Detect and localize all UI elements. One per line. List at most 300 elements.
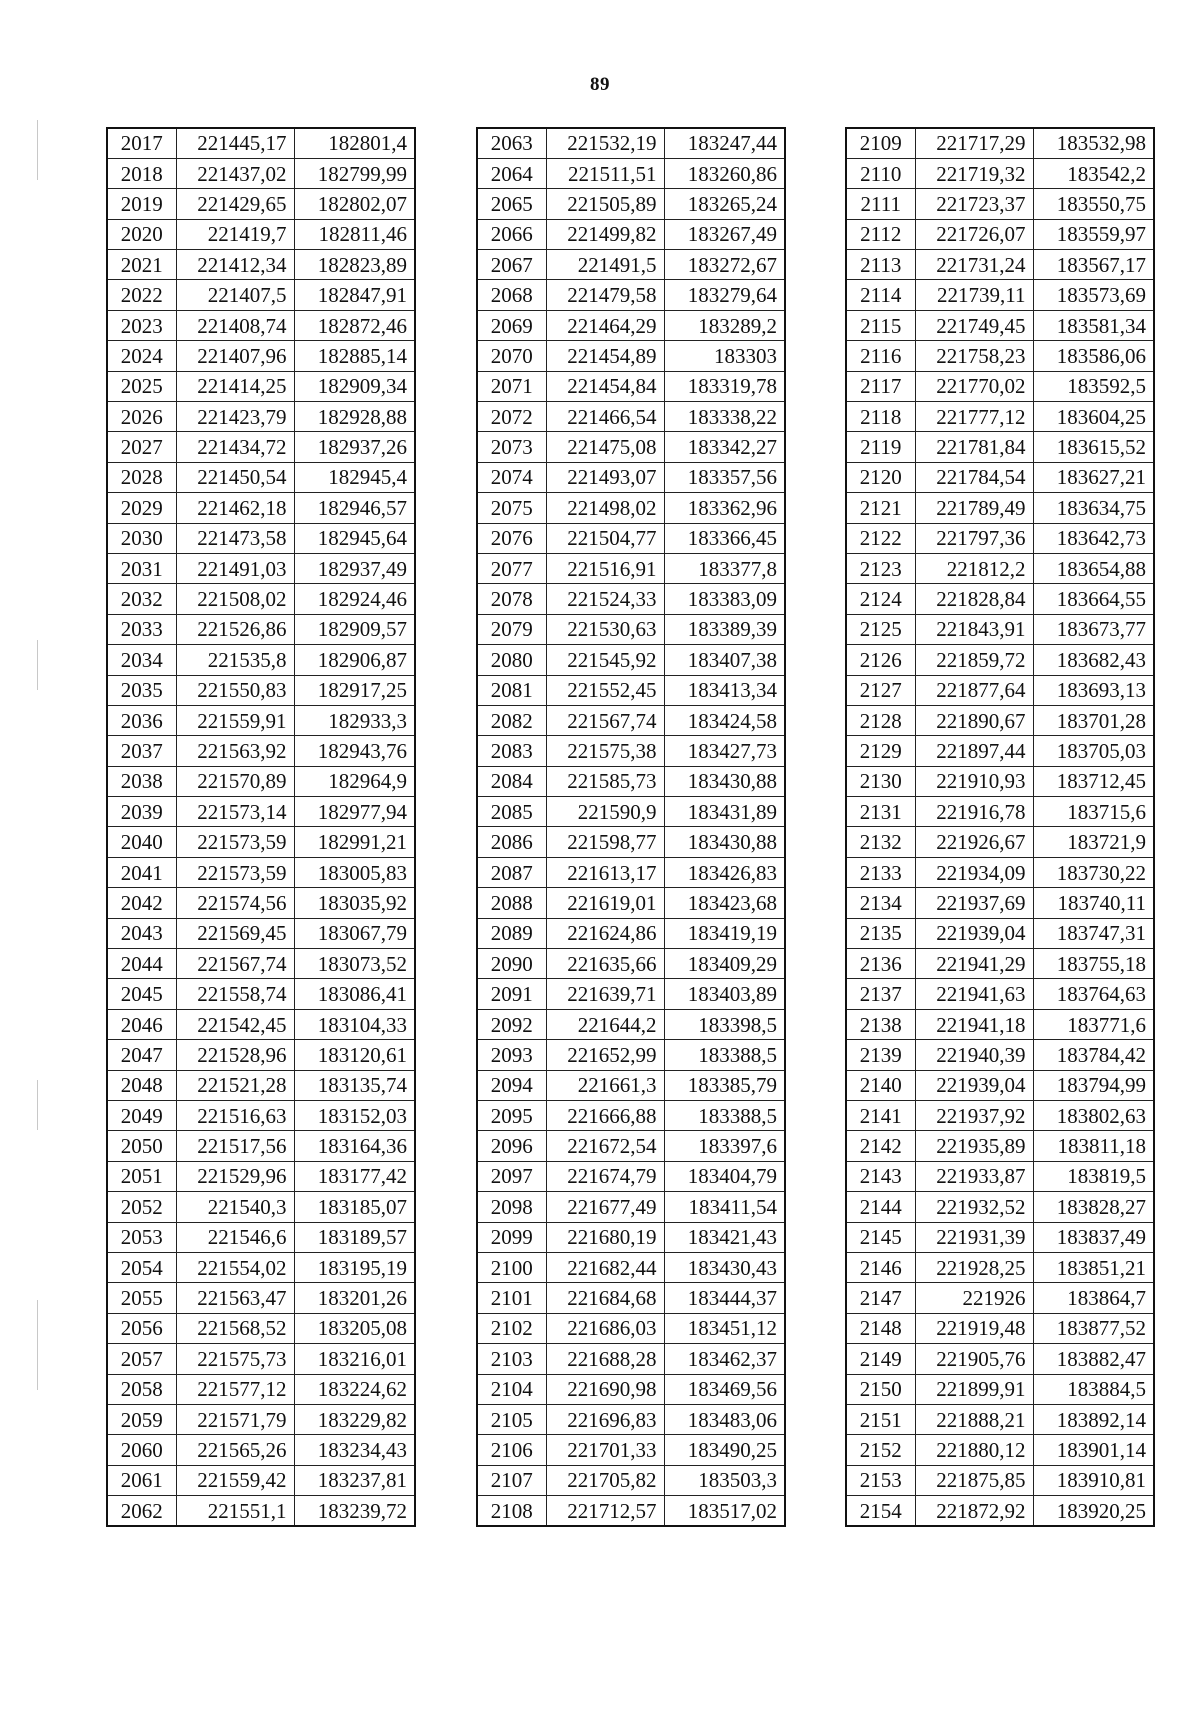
- x-coordinate-cell: 221749,45: [915, 310, 1033, 340]
- y-coordinate-cell: 183634,75: [1033, 493, 1154, 523]
- table-row: [477, 1040, 785, 1070]
- point-number-cell: 2075: [477, 493, 546, 523]
- point-number-cell: 2109: [846, 128, 915, 158]
- point-number-cell: 2067: [477, 250, 546, 280]
- x-coordinate-cell: 221940,39: [915, 1040, 1033, 1070]
- y-coordinate-cell: 183427,73: [664, 736, 785, 766]
- x-coordinate-cell: 221575,38: [546, 736, 664, 766]
- y-coordinate-cell: 183712,45: [1033, 766, 1154, 796]
- table-row: [477, 462, 785, 492]
- table-row: [107, 553, 415, 583]
- y-coordinate-cell: 183784,42: [1033, 1040, 1154, 1070]
- x-coordinate-cell: 221570,89: [176, 766, 294, 796]
- x-coordinate-cell: 221910,93: [915, 766, 1033, 796]
- table-row: [107, 1465, 415, 1495]
- point-number-cell: 2076: [477, 523, 546, 553]
- point-number-cell: 2025: [107, 371, 176, 401]
- x-coordinate-cell: 221521,28: [176, 1070, 294, 1100]
- y-coordinate-cell: 183239,72: [294, 1496, 415, 1526]
- point-number-cell: 2126: [846, 645, 915, 675]
- table-row: [846, 1070, 1154, 1100]
- x-coordinate-cell: 221532,19: [546, 128, 664, 158]
- y-coordinate-cell: 182909,57: [294, 614, 415, 644]
- x-coordinate-cell: 221719,32: [915, 158, 1033, 188]
- x-coordinate-cell: 221419,7: [176, 219, 294, 249]
- x-coordinate-cell: 221529,96: [176, 1161, 294, 1191]
- table-row: [846, 1374, 1154, 1404]
- x-coordinate-cell: 221777,12: [915, 402, 1033, 432]
- point-number-cell: 2091: [477, 979, 546, 1009]
- point-number-cell: 2070: [477, 341, 546, 371]
- y-coordinate-cell: 183120,61: [294, 1040, 415, 1070]
- y-coordinate-cell: 183615,52: [1033, 432, 1154, 462]
- point-number-cell: 2094: [477, 1070, 546, 1100]
- table-row: [846, 219, 1154, 249]
- table-row: [477, 827, 785, 857]
- x-coordinate-cell: 221690,98: [546, 1374, 664, 1404]
- table-row: [477, 1283, 785, 1313]
- y-coordinate-cell: 183828,27: [1033, 1192, 1154, 1222]
- x-coordinate-cell: 221939,04: [915, 1070, 1033, 1100]
- table-row: [107, 645, 415, 675]
- x-coordinate-cell: 221569,45: [176, 918, 294, 948]
- table-row: [846, 949, 1154, 979]
- x-coordinate-cell: 221577,12: [176, 1374, 294, 1404]
- table-row: [107, 310, 415, 340]
- point-number-cell: 2123: [846, 553, 915, 583]
- x-coordinate-cell: 221429,65: [176, 189, 294, 219]
- table-row: [477, 979, 785, 1009]
- point-number-cell: 2026: [107, 402, 176, 432]
- point-number-cell: 2049: [107, 1101, 176, 1131]
- table-row: [107, 1192, 415, 1222]
- x-coordinate-cell: 221526,86: [176, 614, 294, 644]
- table-row: [477, 1435, 785, 1465]
- y-coordinate-cell: 183721,9: [1033, 827, 1154, 857]
- x-coordinate-cell: 221475,08: [546, 432, 664, 462]
- y-coordinate-cell: 183362,96: [664, 493, 785, 523]
- x-coordinate-cell: 221434,72: [176, 432, 294, 462]
- table-row: [846, 1192, 1154, 1222]
- y-coordinate-cell: 183701,28: [1033, 705, 1154, 735]
- point-number-cell: 2081: [477, 675, 546, 705]
- table-row: [477, 949, 785, 979]
- point-number-cell: 2111: [846, 189, 915, 219]
- x-coordinate-cell: 221877,64: [915, 675, 1033, 705]
- y-coordinate-cell: 183419,19: [664, 918, 785, 948]
- point-number-cell: 2115: [846, 310, 915, 340]
- coordinate-table-2: [476, 127, 786, 1527]
- table-row: [107, 1009, 415, 1039]
- table-row: [477, 553, 785, 583]
- point-number-cell: 2095: [477, 1101, 546, 1131]
- point-number-cell: 2065: [477, 189, 546, 219]
- point-number-cell: 2129: [846, 736, 915, 766]
- table-row: [477, 1009, 785, 1039]
- table-row: [846, 888, 1154, 918]
- y-coordinate-cell: 183755,18: [1033, 949, 1154, 979]
- x-coordinate-cell: 221770,02: [915, 371, 1033, 401]
- point-number-cell: 2062: [107, 1496, 176, 1526]
- table-row: [846, 1465, 1154, 1495]
- x-coordinate-cell: 221939,04: [915, 918, 1033, 948]
- table-row: [477, 432, 785, 462]
- y-coordinate-cell: 183673,77: [1033, 614, 1154, 644]
- y-coordinate-cell: 183409,29: [664, 949, 785, 979]
- x-coordinate-cell: 221941,29: [915, 949, 1033, 979]
- x-coordinate-cell: 221680,19: [546, 1222, 664, 1252]
- y-coordinate-cell: 183811,18: [1033, 1131, 1154, 1161]
- table-row: [846, 1222, 1154, 1252]
- table-row: [846, 1283, 1154, 1313]
- point-number-cell: 2089: [477, 918, 546, 948]
- x-coordinate-cell: 221573,59: [176, 857, 294, 887]
- point-number-cell: 2118: [846, 402, 915, 432]
- x-coordinate-cell: 221739,11: [915, 280, 1033, 310]
- y-coordinate-cell: 183469,56: [664, 1374, 785, 1404]
- table-row: [846, 1101, 1154, 1131]
- x-coordinate-cell: 221542,45: [176, 1009, 294, 1039]
- point-number-cell: 2136: [846, 949, 915, 979]
- point-number-cell: 2027: [107, 432, 176, 462]
- x-coordinate-cell: 221511,51: [546, 158, 664, 188]
- point-number-cell: 2024: [107, 341, 176, 371]
- table-row: [107, 705, 415, 735]
- x-coordinate-cell: 221408,74: [176, 310, 294, 340]
- table-row: [846, 645, 1154, 675]
- table-row: [477, 189, 785, 219]
- x-coordinate-cell: 221624,86: [546, 918, 664, 948]
- table-row: [846, 1404, 1154, 1434]
- x-coordinate-cell: 221828,84: [915, 584, 1033, 614]
- y-coordinate-cell: 183483,06: [664, 1404, 785, 1434]
- y-coordinate-cell: 183404,79: [664, 1161, 785, 1191]
- y-coordinate-cell: 183388,5: [664, 1101, 785, 1131]
- table-row: [477, 128, 785, 158]
- table-row: [477, 918, 785, 948]
- point-number-cell: 2059: [107, 1404, 176, 1434]
- table-row: [107, 1313, 415, 1343]
- point-number-cell: 2035: [107, 675, 176, 705]
- y-coordinate-cell: 183265,24: [664, 189, 785, 219]
- point-number-cell: 2079: [477, 614, 546, 644]
- x-coordinate-cell: 221916,78: [915, 797, 1033, 827]
- y-coordinate-cell: 182811,46: [294, 219, 415, 249]
- table-row: [107, 402, 415, 432]
- table-row: [846, 310, 1154, 340]
- point-number-cell: 2086: [477, 827, 546, 857]
- x-coordinate-cell: 221423,79: [176, 402, 294, 432]
- x-coordinate-cell: 221524,33: [546, 584, 664, 614]
- table-row: [107, 371, 415, 401]
- x-coordinate-cell: 221565,26: [176, 1435, 294, 1465]
- table-row: [846, 128, 1154, 158]
- x-coordinate-cell: 221666,88: [546, 1101, 664, 1131]
- y-coordinate-cell: 183411,54: [664, 1192, 785, 1222]
- x-coordinate-cell: 221575,73: [176, 1344, 294, 1374]
- table-row: [107, 158, 415, 188]
- table-row: [477, 1344, 785, 1374]
- table-row: [846, 705, 1154, 735]
- x-coordinate-cell: 221598,77: [546, 827, 664, 857]
- point-number-cell: 2090: [477, 949, 546, 979]
- y-coordinate-cell: 183319,78: [664, 371, 785, 401]
- x-coordinate-cell: 221546,6: [176, 1222, 294, 1252]
- point-number-cell: 2037: [107, 736, 176, 766]
- point-number-cell: 2128: [846, 705, 915, 735]
- point-number-cell: 2045: [107, 979, 176, 1009]
- table-row: [477, 675, 785, 705]
- y-coordinate-cell: 182847,91: [294, 280, 415, 310]
- scan-edge-mark: [37, 1080, 38, 1130]
- point-number-cell: 2056: [107, 1313, 176, 1343]
- point-number-cell: 2092: [477, 1009, 546, 1039]
- table-row: [107, 1344, 415, 1374]
- table-row: [846, 1009, 1154, 1039]
- y-coordinate-cell: 182909,34: [294, 371, 415, 401]
- y-coordinate-cell: 183421,43: [664, 1222, 785, 1252]
- point-number-cell: 2132: [846, 827, 915, 857]
- table-row: [846, 736, 1154, 766]
- point-number-cell: 2041: [107, 857, 176, 887]
- x-coordinate-cell: 221781,84: [915, 432, 1033, 462]
- x-coordinate-cell: 221784,54: [915, 462, 1033, 492]
- point-number-cell: 2121: [846, 493, 915, 523]
- table-row: [846, 1252, 1154, 1282]
- point-number-cell: 2082: [477, 705, 546, 735]
- x-coordinate-cell: 221550,83: [176, 675, 294, 705]
- y-coordinate-cell: 183260,86: [664, 158, 785, 188]
- y-coordinate-cell: 183224,62: [294, 1374, 415, 1404]
- y-coordinate-cell: 183086,41: [294, 979, 415, 1009]
- x-coordinate-cell: 221931,39: [915, 1222, 1033, 1252]
- point-number-cell: 2093: [477, 1040, 546, 1070]
- y-coordinate-cell: 183135,74: [294, 1070, 415, 1100]
- x-coordinate-cell: 221696,83: [546, 1404, 664, 1434]
- point-number-cell: 2140: [846, 1070, 915, 1100]
- y-coordinate-cell: 183005,83: [294, 857, 415, 887]
- point-number-cell: 2114: [846, 280, 915, 310]
- x-coordinate-cell: 221701,33: [546, 1435, 664, 1465]
- y-coordinate-cell: 182872,46: [294, 310, 415, 340]
- y-coordinate-cell: 182946,57: [294, 493, 415, 523]
- y-coordinate-cell: 183430,88: [664, 827, 785, 857]
- x-coordinate-cell: 221872,92: [915, 1496, 1033, 1526]
- y-coordinate-cell: 183764,63: [1033, 979, 1154, 1009]
- x-coordinate-cell: 221843,91: [915, 614, 1033, 644]
- x-coordinate-cell: 221571,79: [176, 1404, 294, 1434]
- point-number-cell: 2103: [477, 1344, 546, 1374]
- table-row: [846, 432, 1154, 462]
- y-coordinate-cell: 183035,92: [294, 888, 415, 918]
- x-coordinate-cell: 221473,58: [176, 523, 294, 553]
- point-number-cell: 2078: [477, 584, 546, 614]
- point-number-cell: 2039: [107, 797, 176, 827]
- x-coordinate-cell: 221613,17: [546, 857, 664, 887]
- y-coordinate-cell: 182802,07: [294, 189, 415, 219]
- point-number-cell: 2084: [477, 766, 546, 796]
- table-row: [477, 584, 785, 614]
- x-coordinate-cell: 221499,82: [546, 219, 664, 249]
- table-row: [477, 888, 785, 918]
- point-number-cell: 2054: [107, 1252, 176, 1282]
- point-number-cell: 2112: [846, 219, 915, 249]
- table-row: [107, 1496, 415, 1526]
- table-row: [846, 493, 1154, 523]
- point-number-cell: 2106: [477, 1435, 546, 1465]
- point-number-cell: 2073: [477, 432, 546, 462]
- y-coordinate-cell: 183073,52: [294, 949, 415, 979]
- y-coordinate-cell: 183451,12: [664, 1313, 785, 1343]
- table-row: [107, 1374, 415, 1404]
- y-coordinate-cell: 183303: [664, 341, 785, 371]
- x-coordinate-cell: 221508,02: [176, 584, 294, 614]
- x-coordinate-cell: 221516,91: [546, 553, 664, 583]
- x-coordinate-cell: 221505,89: [546, 189, 664, 219]
- table-row: [107, 1222, 415, 1252]
- x-coordinate-cell: 221937,92: [915, 1101, 1033, 1131]
- table-row: [107, 523, 415, 553]
- x-coordinate-cell: 221558,74: [176, 979, 294, 1009]
- point-number-cell: 2142: [846, 1131, 915, 1161]
- table-row: [846, 1131, 1154, 1161]
- point-number-cell: 2020: [107, 219, 176, 249]
- point-number-cell: 2087: [477, 857, 546, 887]
- x-coordinate-cell: 221635,66: [546, 949, 664, 979]
- y-coordinate-cell: 183490,25: [664, 1435, 785, 1465]
- table-row: [846, 280, 1154, 310]
- x-coordinate-cell: 221880,12: [915, 1435, 1033, 1465]
- point-number-cell: 2141: [846, 1101, 915, 1131]
- y-coordinate-cell: 183104,33: [294, 1009, 415, 1039]
- point-number-cell: 2060: [107, 1435, 176, 1465]
- y-coordinate-cell: 183407,38: [664, 645, 785, 675]
- table-row: [107, 1101, 415, 1131]
- y-coordinate-cell: 183413,34: [664, 675, 785, 705]
- x-coordinate-cell: 221568,52: [176, 1313, 294, 1343]
- y-coordinate-cell: 183342,27: [664, 432, 785, 462]
- y-coordinate-cell: 183892,14: [1033, 1404, 1154, 1434]
- x-coordinate-cell: 221928,25: [915, 1252, 1033, 1282]
- point-number-cell: 2139: [846, 1040, 915, 1070]
- table-row: [477, 1222, 785, 1252]
- y-coordinate-cell: 183627,21: [1033, 462, 1154, 492]
- x-coordinate-cell: 221684,68: [546, 1283, 664, 1313]
- y-coordinate-cell: 183423,68: [664, 888, 785, 918]
- point-number-cell: 2033: [107, 614, 176, 644]
- table-row: [477, 250, 785, 280]
- table-row: [846, 402, 1154, 432]
- point-number-cell: 2100: [477, 1252, 546, 1282]
- point-number-cell: 2096: [477, 1131, 546, 1161]
- point-number-cell: 2134: [846, 888, 915, 918]
- y-coordinate-cell: 183715,6: [1033, 797, 1154, 827]
- table-row: [477, 614, 785, 644]
- x-coordinate-cell: 221567,74: [546, 705, 664, 735]
- x-coordinate-cell: 221677,49: [546, 1192, 664, 1222]
- table-row: [107, 341, 415, 371]
- point-number-cell: 2050: [107, 1131, 176, 1161]
- table-row: [477, 158, 785, 188]
- y-coordinate-cell: 183195,19: [294, 1252, 415, 1282]
- y-coordinate-cell: 183216,01: [294, 1344, 415, 1374]
- y-coordinate-cell: 182917,25: [294, 675, 415, 705]
- x-coordinate-cell: 221905,76: [915, 1344, 1033, 1374]
- table-row: [107, 979, 415, 1009]
- y-coordinate-cell: 183067,79: [294, 918, 415, 948]
- point-number-cell: 2077: [477, 553, 546, 583]
- y-coordinate-cell: 182823,89: [294, 250, 415, 280]
- table-row: [477, 797, 785, 827]
- y-coordinate-cell: 183550,75: [1033, 189, 1154, 219]
- x-coordinate-cell: 221573,59: [176, 827, 294, 857]
- table-row: [846, 1313, 1154, 1343]
- point-number-cell: 2130: [846, 766, 915, 796]
- point-number-cell: 2102: [477, 1313, 546, 1343]
- x-coordinate-cell: 221545,92: [546, 645, 664, 675]
- table-row: [107, 1404, 415, 1434]
- x-coordinate-cell: 221661,3: [546, 1070, 664, 1100]
- x-coordinate-cell: 221888,21: [915, 1404, 1033, 1434]
- y-coordinate-cell: 183532,98: [1033, 128, 1154, 158]
- y-coordinate-cell: 183185,07: [294, 1192, 415, 1222]
- x-coordinate-cell: 221941,18: [915, 1009, 1033, 1039]
- x-coordinate-cell: 221797,36: [915, 523, 1033, 553]
- point-number-cell: 2040: [107, 827, 176, 857]
- point-number-cell: 2022: [107, 280, 176, 310]
- y-coordinate-cell: 183247,44: [664, 128, 785, 158]
- x-coordinate-cell: 221652,99: [546, 1040, 664, 1070]
- y-coordinate-cell: 183730,22: [1033, 857, 1154, 887]
- y-coordinate-cell: 183389,39: [664, 614, 785, 644]
- table-row: [846, 1040, 1154, 1070]
- x-coordinate-cell: 221498,02: [546, 493, 664, 523]
- table-row: [107, 1283, 415, 1313]
- table-row: [477, 1070, 785, 1100]
- table-row: [107, 462, 415, 492]
- x-coordinate-cell: 221517,56: [176, 1131, 294, 1161]
- x-coordinate-cell: 221412,34: [176, 250, 294, 280]
- table-row: [107, 736, 415, 766]
- point-number-cell: 2150: [846, 1374, 915, 1404]
- x-coordinate-cell: 221504,77: [546, 523, 664, 553]
- point-number-cell: 2148: [846, 1313, 915, 1343]
- scan-edge-mark: [37, 120, 38, 180]
- x-coordinate-cell: 221479,58: [546, 280, 664, 310]
- y-coordinate-cell: 183338,22: [664, 402, 785, 432]
- table-row: [477, 341, 785, 371]
- point-number-cell: 2144: [846, 1192, 915, 1222]
- y-coordinate-cell: 183794,99: [1033, 1070, 1154, 1100]
- y-coordinate-cell: 183693,13: [1033, 675, 1154, 705]
- x-coordinate-cell: 221551,1: [176, 1496, 294, 1526]
- x-coordinate-cell: 221491,5: [546, 250, 664, 280]
- point-number-cell: 2097: [477, 1161, 546, 1191]
- point-number-cell: 2131: [846, 797, 915, 827]
- x-coordinate-cell: 221890,67: [915, 705, 1033, 735]
- y-coordinate-cell: 183357,56: [664, 462, 785, 492]
- point-number-cell: 2038: [107, 766, 176, 796]
- y-coordinate-cell: 183592,5: [1033, 371, 1154, 401]
- y-coordinate-cell: 182885,14: [294, 341, 415, 371]
- y-coordinate-cell: 183383,09: [664, 584, 785, 614]
- point-number-cell: 2107: [477, 1465, 546, 1495]
- x-coordinate-cell: 221639,71: [546, 979, 664, 1009]
- table-row: [846, 1161, 1154, 1191]
- table-row: [477, 1374, 785, 1404]
- point-number-cell: 2138: [846, 1009, 915, 1039]
- y-coordinate-cell: 183771,6: [1033, 1009, 1154, 1039]
